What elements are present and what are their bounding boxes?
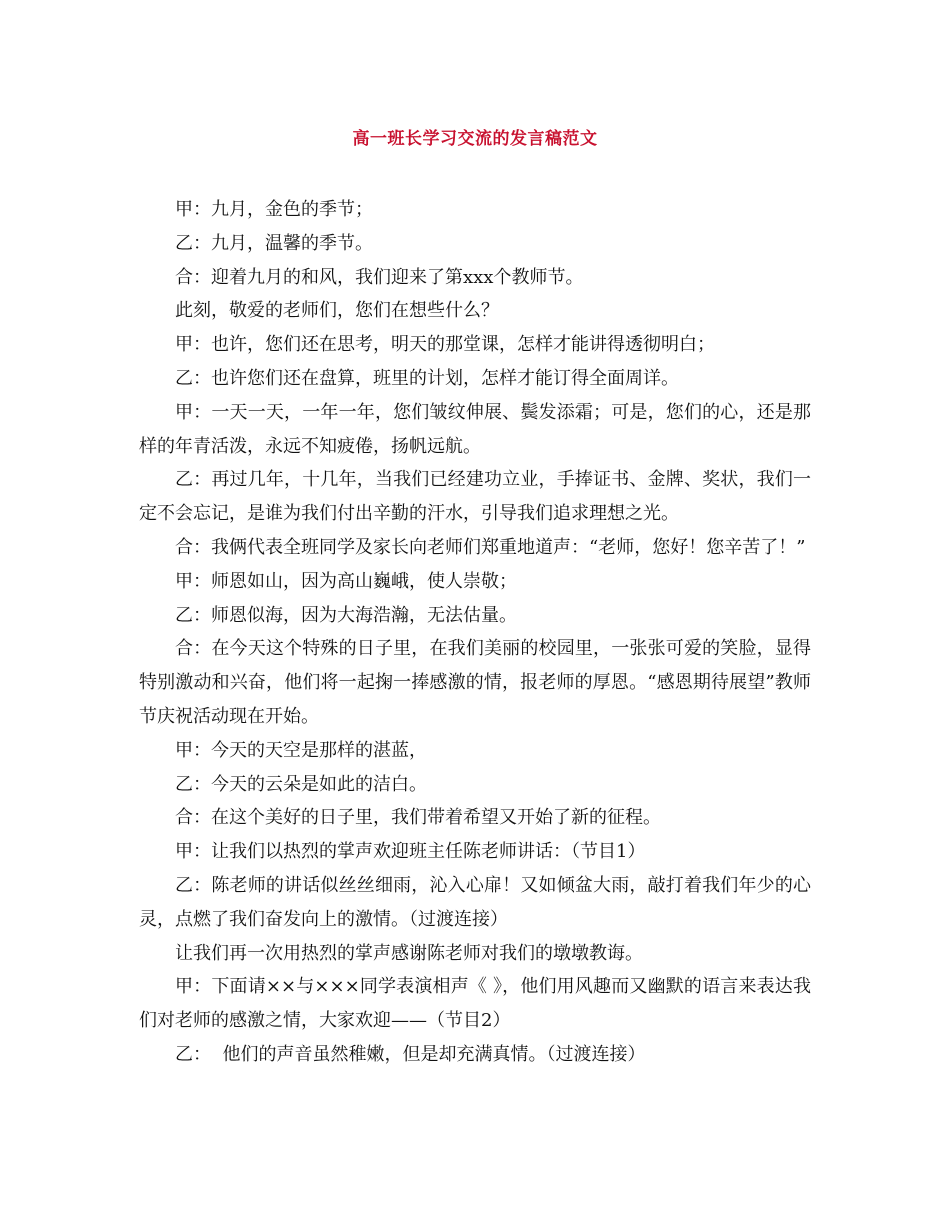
paragraph: 乙：也许您们还在盘算，班里的计划，怎样才能订得全面周详。 — [175, 367, 679, 389]
document-title: 高一班长学习交流的发言稿范文 — [352, 129, 598, 149]
paragraph: 让我们再一次用热烈的掌声感谢陈老师对我们的墩墩教诲。 — [175, 942, 643, 964]
paragraph: 乙： 他们的声音虽然稚嫩，但是却充满真情。（过渡连接） — [175, 1043, 646, 1065]
paragraph: 甲：也许，您们还在思考，明天的那堂课，怎样才能讲得透彻明白； — [175, 334, 715, 356]
paragraph: 甲：下面请××与×××同学表演相声《 》，他们用风趣而又幽默的语言来表达我们对老师的感激之情，大家欢迎——（节目2） — [139, 976, 811, 1032]
paragraph: 乙：再过几年，十几年，当我们已经建功立业，手捧证书、金牌、奖状，我们一定不会忘记，是谁为我们付出辛勤的汗水，引导我们追求理想之光。 — [139, 469, 811, 525]
paragraph: 甲：九月，金色的季节； — [175, 199, 373, 220]
paragraph: 合：在这个美好的日子里，我们带着希望又开始了新的征程。 — [175, 807, 661, 829]
paragraph: 甲：今天的天空是那样的湛蓝， — [175, 739, 427, 761]
paragraph: 乙：师恩似海，因为大海浩瀚，无法估量。 — [175, 604, 517, 626]
paragraph: 合：在今天这个特殊的日子里，在我们美丽的校园里，一张张可爱的笑脸，显得特别激动和兴奋，他们将一起掬一捧感激的情，报老师的厚恩。“感恩期待展望”教师节庆祝活动现在开始。 — [139, 638, 811, 727]
paragraph: 合：我俩代表全班同学及家长向老师们郑重地道声：“老师，您好！您辛苦了！” — [175, 536, 806, 558]
paragraph: 甲：让我们以热烈的掌声欢迎班主任陈老师讲话：（节目1） — [175, 841, 646, 863]
paragraph: 甲：一天一天，一年一年，您们皱纹伸展、鬓发添霜；可是，您们的心，还是那样的年青活泼，永远不知疲倦，扬帆远航。 — [139, 401, 811, 457]
paragraph: 甲：师恩如山，因为高山巍峨，使人崇敬； — [175, 570, 517, 592]
paragraph: 此刻，敬爱的老师们，您们在想些什么？ — [175, 300, 499, 322]
paragraph: 合：迎着九月的和风，我们迎来了第xxx个教师节。 — [175, 266, 584, 288]
paragraph: 乙：九月，温馨的季节。 — [175, 232, 373, 254]
paragraph: 乙：今天的云朵是如此的洁白。 — [175, 773, 427, 795]
paragraph: 乙：陈老师的讲话似丝丝细雨，沁入心扉！又如倾盆大雨，敲打着我们年少的心灵，点燃了我们奋发向上的激情。（过渡连接） — [139, 874, 811, 930]
document-body — [139, 193, 811, 1072]
